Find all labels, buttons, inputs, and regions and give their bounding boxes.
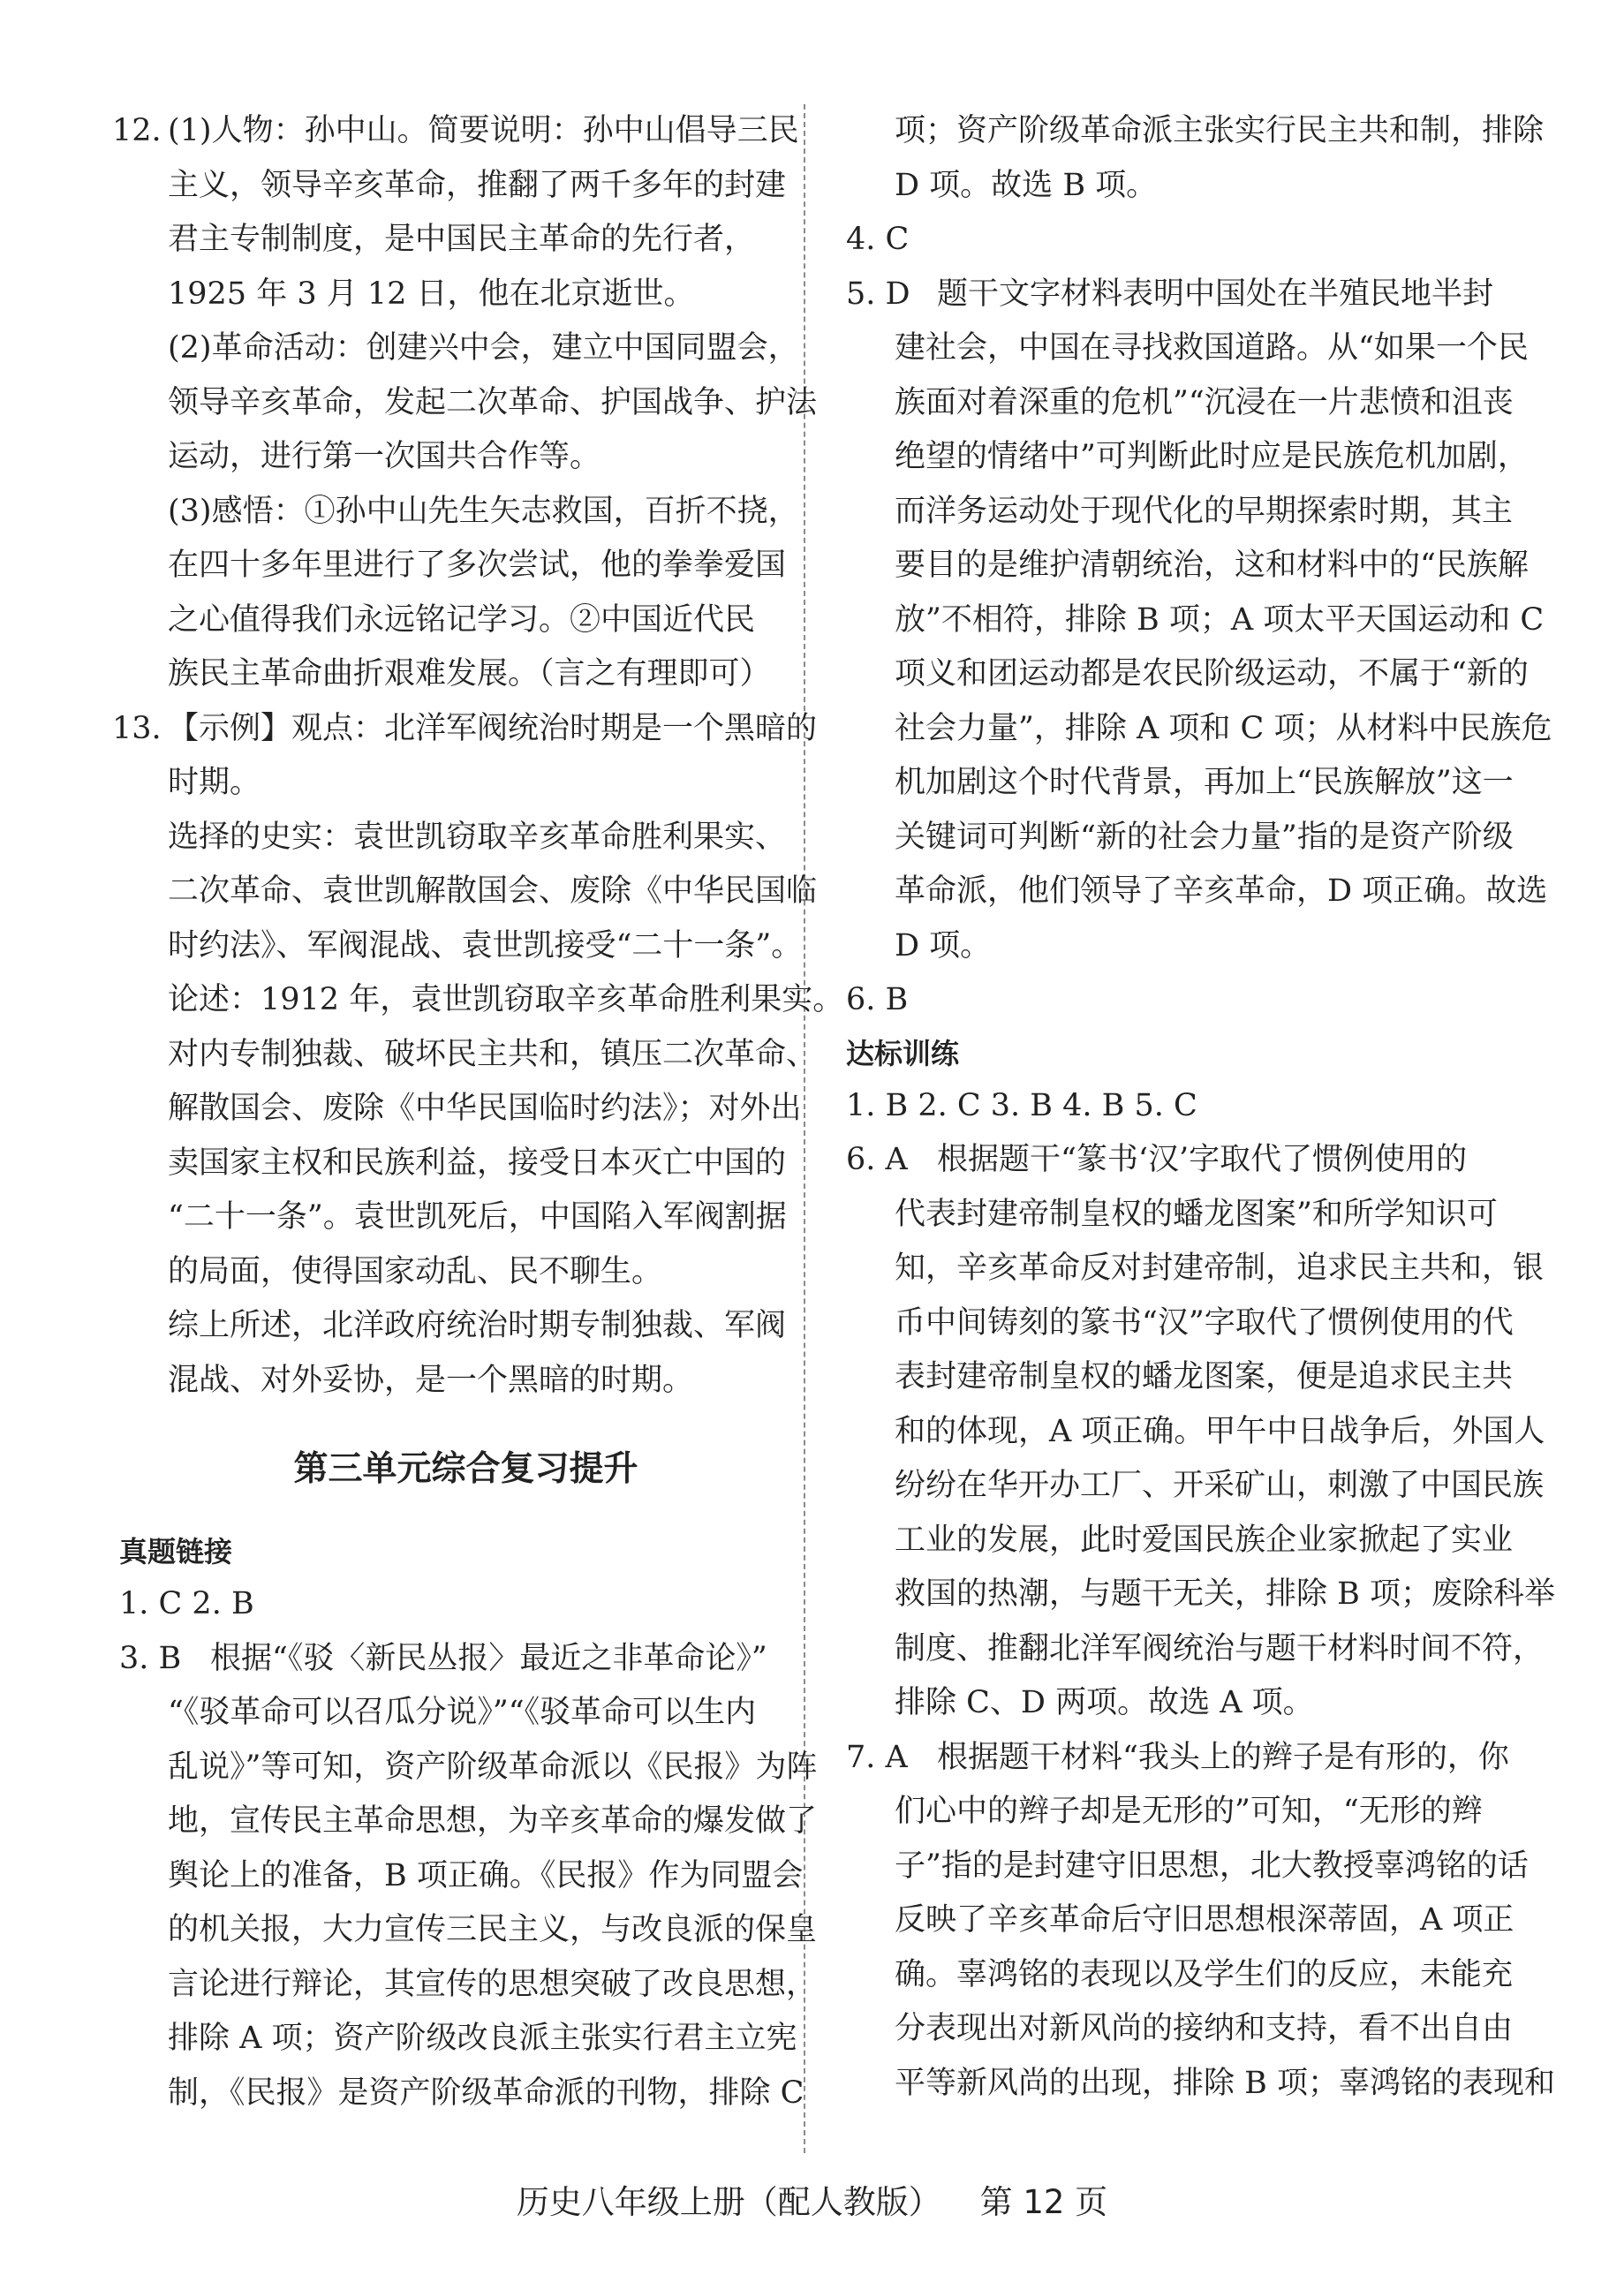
text-line: 绝望的情绪中”可判断此时应是民族危机加剧， [895,439,1529,474]
text-line: 救国的热潮，与题干无关，排除 B 项；废除科举 [895,1576,1555,1612]
text-line: 币中间铸刻的篆书“汉”字取代了惯例使用的代 [895,1304,1514,1341]
answer-6-detail [846,1133,1555,1731]
text-line: 对内专制独裁、破坏民主共和，镇压二次革命、 [168,1036,818,1072]
answer-6: 6. B [846,982,909,1017]
text-line: 们心中的辫子却是无形的”可知，“无形的辫 [895,1794,1483,1829]
answer-13-facts [168,811,818,974]
text-line: 舆论上的准备，B 项正确。《民报》作为同盟会 [168,1857,804,1893]
text-line: 确。辜鸿铭的表现以及学生们的反应，未能充 [895,1956,1514,1992]
text-line: 代表封建帝制皇权的蟠龙图案”和所学知识可 [895,1196,1498,1232]
text-line: (1)人物：孙中山。简要说明：孙中山倡导三民 [168,113,799,148]
text-line: 革命派，他们领导了辛亥革命，D 项正确。故选 [895,873,1548,909]
text-line: 工业的发展，此时爱国民族企业家掀起了实业 [895,1522,1514,1558]
text-line: 纷纷在华开办工厂、开采矿山，刺激了中国民族 [895,1468,1545,1503]
text-line: 关键词可判断“新的社会力量”指的是资产阶级 [895,819,1514,855]
text-line: 选择的史实：袁世凯窃取辛亥革命胜利果实、 [168,819,787,855]
text-line: 时期。 [168,765,261,800]
text-line: 分表现出对新风尚的接纳和支持，看不出自由 [895,2011,1514,2046]
page-number: 第 12 页 [979,2183,1108,2221]
text-line: 综上所述，北洋政府统治时期专制独裁、军阀 [168,1308,787,1343]
text-line: 运动，进行第一次国共合作等。 [168,439,601,474]
text-line: 【示例】观点：北洋军阀统治时期是一个黑暗的 [168,710,818,746]
text-line: 1925 年 3 月 12 日，他在北京逝世。 [168,276,695,312]
text-line: 言论进行辩论，其宣传的思想突破了改良思想， [168,1966,818,2002]
text-line: 混战、对外妥协，是一个黑暗的时期。 [168,1362,694,1398]
text-line: 反映了辛亥革命后守旧思想根深蒂固，A 项正 [895,1902,1514,1938]
book-title: 历史八年级上册（配人教版） [516,2183,941,2221]
text-line: D 项。 [895,927,992,964]
question-number: 3. B [119,1640,182,1676]
text-line: 论述：1912 年，袁世凯窃取辛亥革命胜利果实。 [168,982,844,1017]
text-line: 放”不相符，排除 B 项；A 项太平天国运动和 C [895,601,1545,638]
text-line: 项义和团运动都是农民阶级运动，不属于“新的 [895,656,1529,692]
text-line: (2)革命活动：创建兴中会，建立中国同盟会， [168,330,799,366]
text-line: “二十一条”。袁世凯死后，中国陷入军阀割据 [168,1199,787,1235]
text-line: 建社会，中国在寻找救国道路。从“如果一个民 [895,330,1529,366]
text-line: 之心值得我们永远铭记学习。②中国近代民 [168,601,756,638]
text-line: 根据题干“篆书‘汉’字取代了惯例使用的 [937,1142,1468,1177]
text-line: 项；资产阶级革命派主张实行民主共和制，排除 [895,113,1545,148]
answer-12-part-2 [168,321,818,485]
answer-13 [112,702,844,1409]
text-line: 卖国家主权和民族利益，接受日本灭亡中国的 [168,1145,787,1181]
question-number: 13. [112,710,162,746]
text-line: 机加剧这个时代背景，再加上“民族解放”这一 [895,765,1514,800]
text-line: 领导辛亥革命，发起二次革命、护国战争、护法 [168,384,818,420]
question-number: 5. D [846,276,910,312]
answer-7 [846,1731,1555,2112]
text-line: 的机关报，大力宣传三民主义，与改良派的保皇 [168,1912,818,1947]
text-line: 知，辛亥革命反对封建帝制，追求民主共和，银 [895,1251,1545,1286]
text-line: 排除 A 项；资产阶级改良派主张实行君主立宪 [168,2021,797,2056]
text-line: 子”指的是封建守旧思想，北大教授辜鸿铭的话 [895,1848,1529,1884]
answer-13-conclusion [168,1299,787,1408]
text-line: 主义，领导辛亥革命，推翻了两千多年的封建 [168,167,787,203]
question-number: 6. A [846,1142,908,1177]
text-line: 制，《民报》是资产阶级革命派的刊物，排除 C [168,2075,804,2111]
text-line: 根据“《驳〈新民丛报〉最近之非革命论》” [210,1640,767,1676]
answer-5-text [895,268,1552,974]
answers-1-2: 1. C 2. B [119,1586,254,1621]
section-title: 第三单元综合复习提升 [293,1449,638,1489]
text-line: 和的体现，A 项正确。甲午中日战争后，外国人 [895,1413,1545,1449]
subsection-heading-zhenti: 真题链接 [119,1535,233,1568]
page-footer [0,2175,1624,2223]
text-line: 制度、推翻北洋军阀统治与题干材料时间不符， [895,1630,1545,1666]
text-line: 在四十多年里进行了多次尝试，他的拳拳爱国 [168,548,787,583]
text-line: 君主专制制度，是中国民主革命的先行者， [168,222,756,257]
question-number: 7. A [846,1739,908,1775]
text-line: 时约法》、军阀混战、袁世凯接受“二十一条”。 [168,927,803,964]
text-line: 题干文字材料表明中国处在半殖民地半封 [937,276,1494,312]
text-line: 地，宣传民主革命思想，为辛亥革命的爆发做了 [168,1803,818,1839]
answer-12-part-1 [168,104,799,321]
text-line: 要目的是维护清朝统治，这和材料中的“民族解 [895,548,1529,583]
answer-7-text [895,1731,1555,2112]
text-line: 根据题干材料“我头上的辫子是有形的，你 [937,1739,1509,1775]
text-line: 排除 C、D 两项。故选 A 项。 [895,1685,1314,1720]
subsection-heading-dabiao: 达标训练 [846,1036,960,1070]
answer-12 [112,104,818,702]
answer-3-continued [846,104,1545,213]
answer-12-part-3 [168,485,799,702]
answer-3 [119,1632,818,2121]
text-line: 表封建帝制皇权的蟠龙图案，便是追求民主共 [895,1359,1514,1394]
text-line: 而洋务运动处于现代化的早期探索时期，其主 [895,493,1514,529]
answer-3-text [168,1632,818,2121]
right-column [846,104,1555,2111]
answer-4: 4. C [846,222,910,257]
text-line: (3)感悟：①孙中山先生矢志救国，百折不挠， [168,493,799,529]
question-number: 12. [112,113,162,148]
answer-6-text [895,1133,1555,1731]
text-line: D 项。故选 B 项。 [895,167,1158,203]
answer-13-argument [168,973,844,1299]
text-line: 乱说》”等可知，资产阶级革命派以《民报》为阵 [168,1749,818,1785]
text-line: 社会力量”，排除 A 项和 C 项；从材料中民族危 [895,710,1552,746]
text-line: 二次革命、袁世凯解散国会、废除《中华民国临 [168,873,818,909]
answer-5 [846,268,1552,974]
text-line: “《驳革命可以召瓜分说》”“《驳革命可以生内 [168,1695,757,1730]
text-line: 解散国会、废除《中华民国临时约法》；对外出 [168,1091,802,1126]
answer-13-viewpoint [168,702,818,811]
left-column [112,104,844,2120]
text-line: 族民主革命曲折艰难发展。（言之有理即可） [168,656,771,692]
text-line: 平等新风尚的出现，排除 B 项；辜鸿铭的表现和 [895,2065,1555,2101]
text-line: 的局面，使得国家动乱、民不聊生。 [168,1253,663,1289]
text-line: 族面对着深重的危机”“沉浸在一片悲愤和沮丧 [895,384,1514,420]
answers-1-to-5: 1. B 2. C 3. B 4. B 5. C [846,1087,1197,1123]
